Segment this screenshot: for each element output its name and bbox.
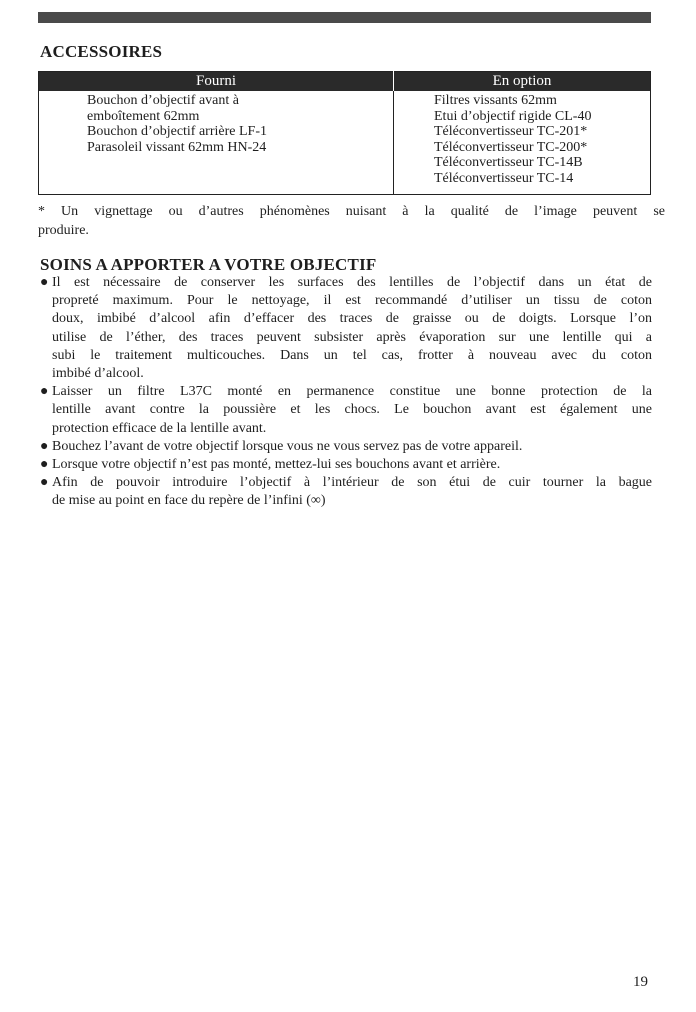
- list-item-line: imbibé d’alcool.: [52, 366, 144, 382]
- optional-cell: [394, 91, 651, 195]
- bullet-icon: ●: [40, 475, 49, 491]
- list-item: [40, 274, 652, 383]
- header-optional: En option: [394, 72, 651, 92]
- page-number: 19: [633, 974, 648, 990]
- list-item-line: utilise de l’éther, des traces peuvent subsister après évaporation sur une lentille qui a: [52, 329, 652, 345]
- accessories-table: [38, 71, 651, 195]
- list-item-line: propreté maximum. Pour le nettoyage, il est recommandé d’utiliser un tissu de coton: [52, 293, 652, 309]
- footnote-line: * Un vignettage ou d’autres phénomènes nuisant à la qualité de l’image peuvent se: [38, 204, 665, 219]
- list-item: [40, 383, 652, 438]
- list-item-line: Afin de pouvoir introduire l’objectif à l’intérieur de son étui de cuir tourner la bague: [52, 475, 652, 491]
- list-item-line: Bouchez l’avant de votre objectif lorsque vous ne vous servez pas de votre appareil.: [52, 438, 523, 454]
- optional-line: Téléconvertisseur TC-201*: [434, 124, 588, 139]
- optional-line: Filtres vissants 62mm: [434, 93, 557, 108]
- care-list: [40, 274, 652, 511]
- supplied-cell: [39, 91, 394, 195]
- optional-line: Téléconvertisseur TC-14B: [434, 155, 583, 170]
- header-bar: [38, 12, 651, 23]
- footnote-line: produire.: [38, 223, 89, 238]
- footnote: [38, 202, 665, 240]
- supplied-line: Bouchon d’objectif avant à: [87, 93, 240, 108]
- table-row: [39, 91, 651, 195]
- list-item-line: protection efficace de la lentille avant.: [52, 420, 267, 436]
- supplied-line: Parasoleil vissant 62mm HN-24: [87, 139, 267, 155]
- optional-line: Téléconvertisseur TC-14: [434, 170, 574, 186]
- table-header-row: [39, 72, 651, 92]
- header-supplied: Fourni: [39, 72, 394, 92]
- list-item-line: lentille avant contre la poussière et les chocs. Le bouchon avant est également une: [52, 402, 652, 418]
- list-item-line: Il est nécessaire de conserver les surfaces des lentilles de l’objectif dans un état de: [52, 275, 652, 290]
- bullet-icon: ●: [40, 384, 49, 400]
- optional-line: Etui d’objectif rigide CL-40: [434, 108, 592, 124]
- supplied-line: Bouchon d’objectif arrière LF-1: [87, 124, 267, 139]
- supplied-line: emboîtement 62mm: [87, 108, 200, 124]
- list-item-line: Laisser un filtre L37C monté en permanence constitue une bonne protection de la: [52, 384, 652, 400]
- list-item-line: Lorsque votre objectif n’est pas monté, mettez-lui ses bouchons avant et arrière.: [52, 457, 501, 473]
- bullet-icon: ●: [40, 275, 49, 290]
- list-item-line: subi le traitement multicouches. Dans un tel cas, frotter à nouveau avec du coton: [52, 347, 652, 363]
- bullet-icon: ●: [40, 438, 49, 454]
- care-title: SOINS A APPORTER A VOTRE OBJECTIF: [40, 255, 377, 274]
- accessories-title: ACCESSOIRES: [40, 42, 163, 61]
- list-item: [40, 474, 652, 510]
- list-item: [40, 456, 652, 474]
- bullet-icon: ●: [40, 457, 49, 473]
- list-item-line: doux, imbibé d’alcool afin d’effacer des traces de graisse ou de doigts. Lorsque l’on: [52, 311, 652, 327]
- list-item: [40, 438, 652, 456]
- optional-line: Téléconvertisseur TC-200*: [434, 139, 588, 155]
- list-item-line: de mise au point en face du repère de l’infini (∞): [52, 493, 326, 509]
